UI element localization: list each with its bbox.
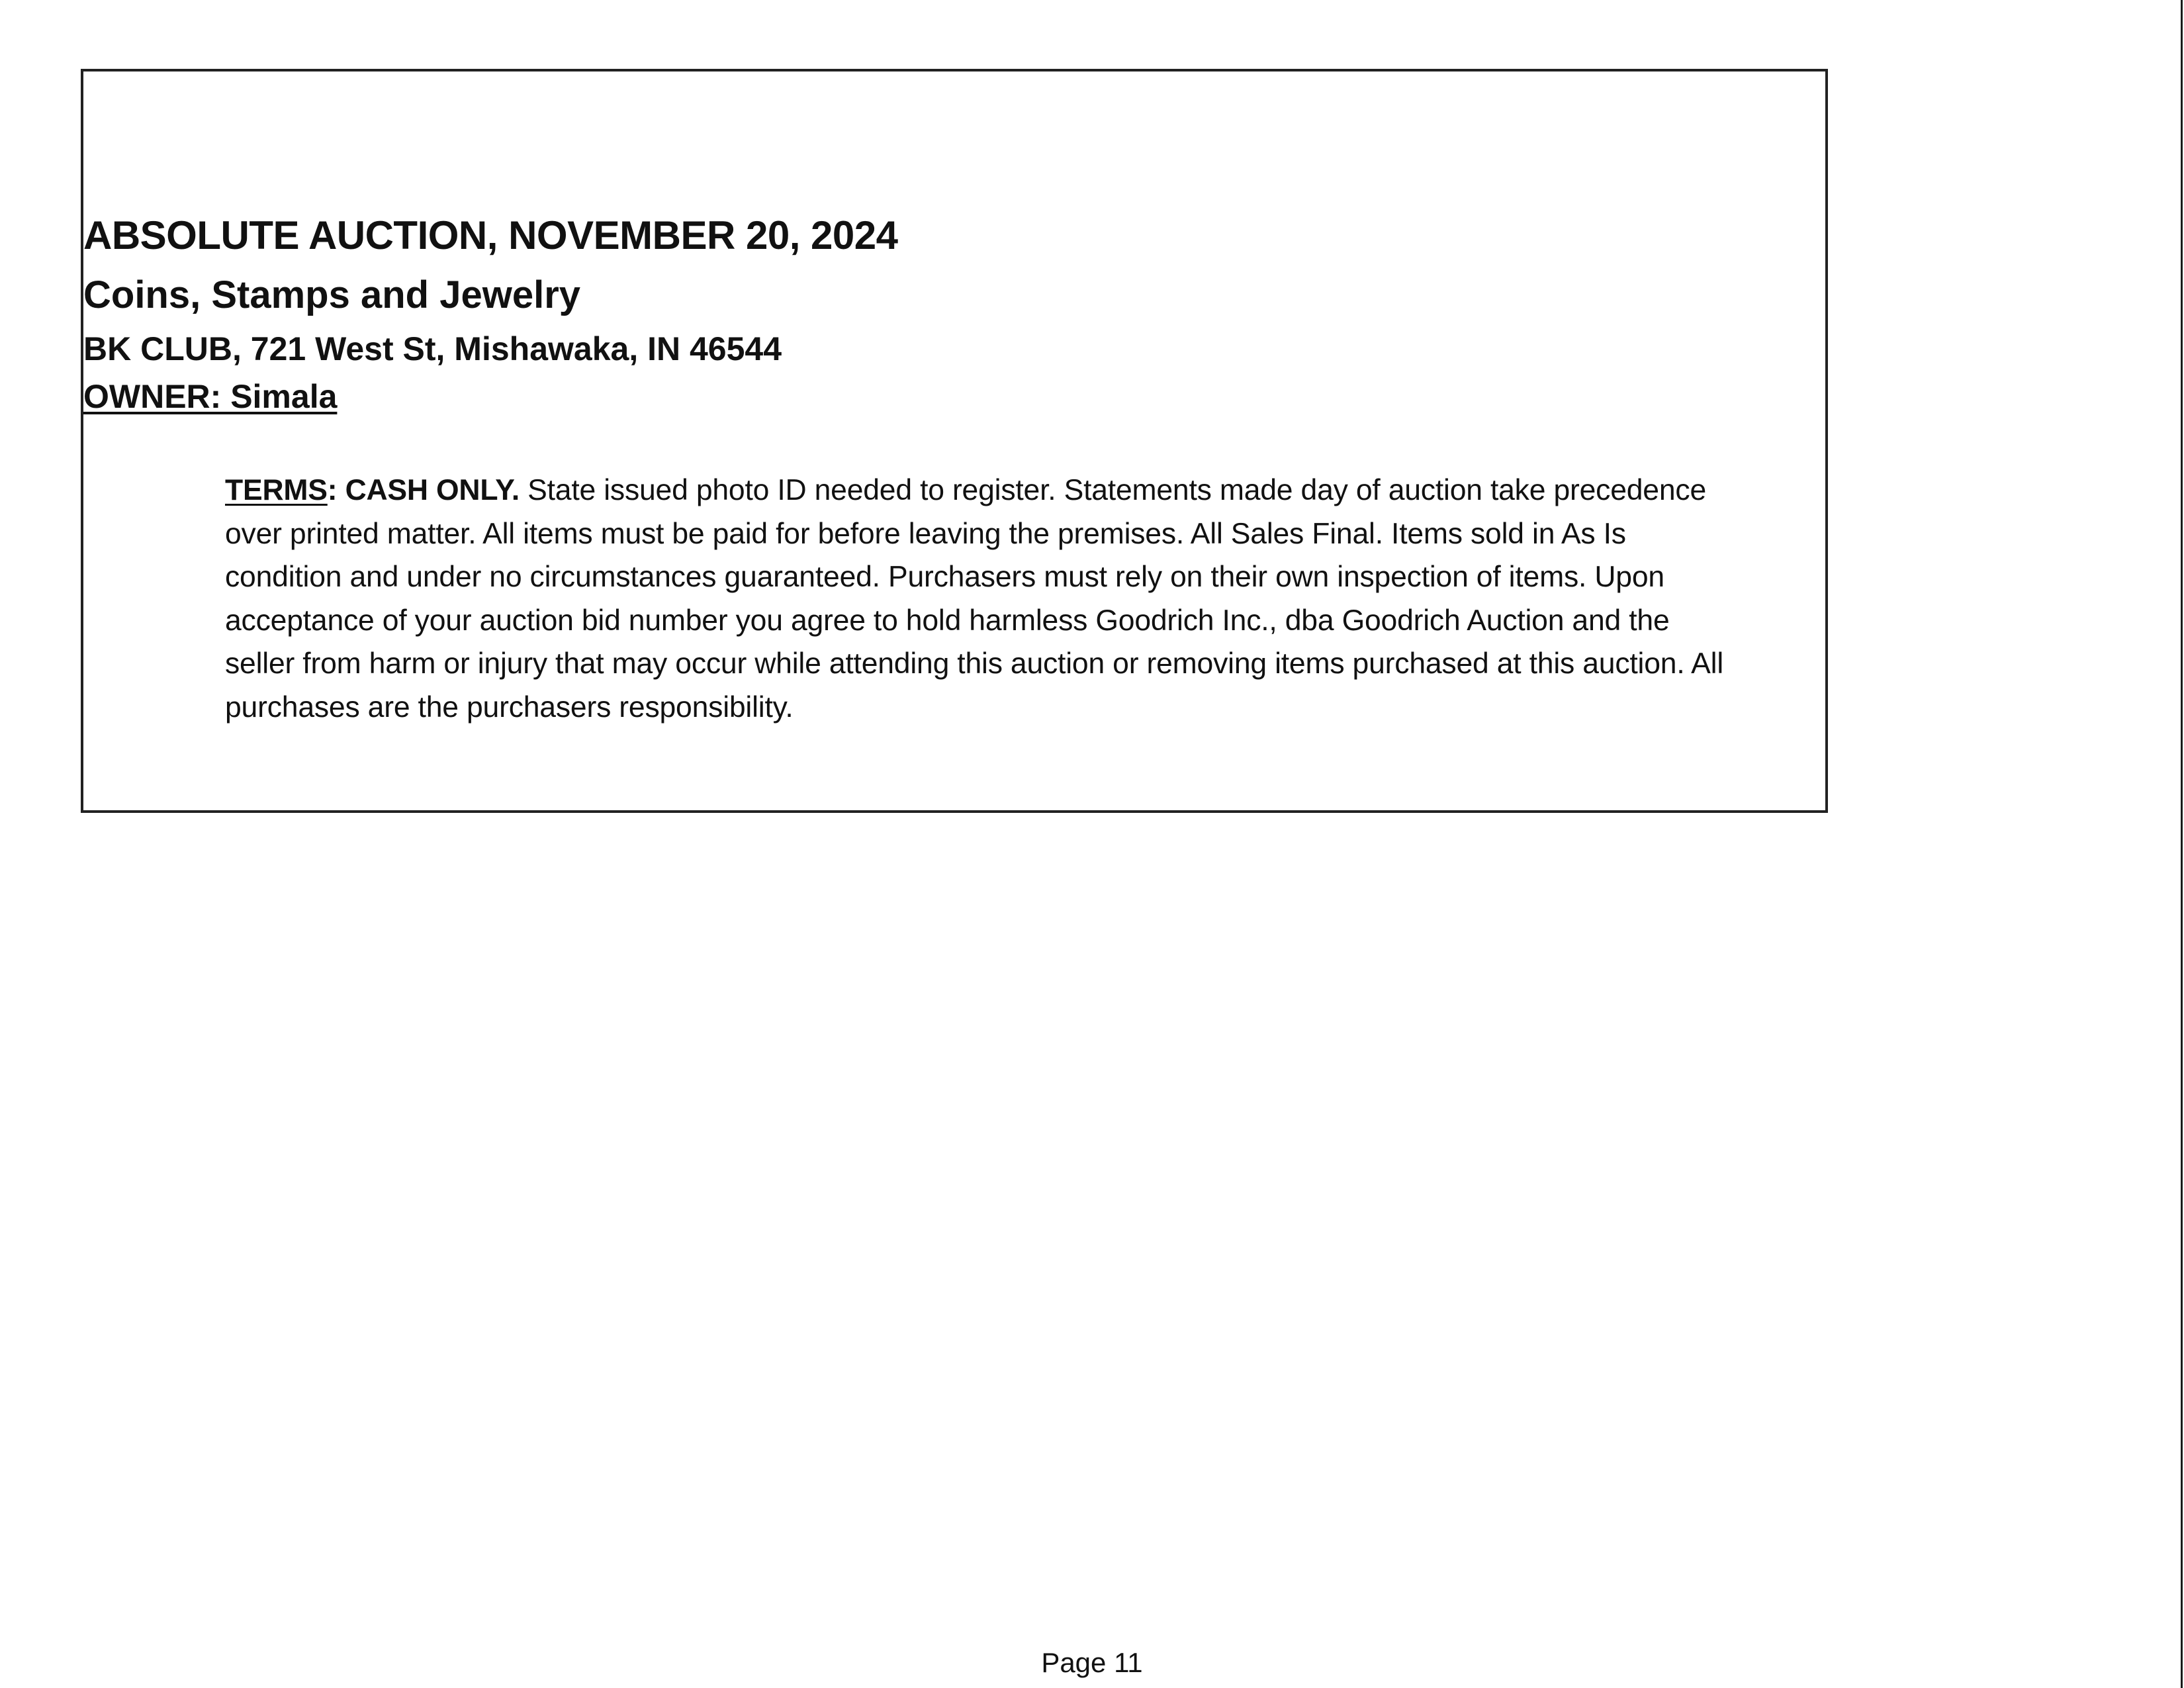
terms-colon: : (327, 474, 338, 506)
owner-label: OWNER: Simala (83, 378, 338, 415)
auction-title: ABSOLUTE AUCTION, NOVEMBER 20, 2024 (83, 213, 898, 258)
auction-subtitle: Coins, Stamps and Jewelry (83, 273, 581, 316)
terms-paragraph (225, 469, 1734, 729)
auction-venue: BK CLUB, 721 West St, Mishawaka, IN 46544 (83, 330, 782, 367)
auction-notice-box (81, 69, 1828, 813)
page-number: Page 11 (1041, 1647, 1143, 1678)
page-edge-line (2181, 0, 2183, 1688)
terms-cash-only: CASH ONLY. (345, 474, 520, 506)
terms-body: State issued photo ID needed to register. Statements made day of auction take precedence over printed matter. All items must be paid for before leaving the premises. All Sales Final. Items sold in As Is condition and under no circumstances guaranteed. Purchasers must rely on their own inspection of items. Upon acceptance of your auction bid number you agree to hold harmless Goodrich Inc., dba Goodrich Auction and the seller from harm or injury that may occur while attending this auction or removing items purchased at this auction. All purchases are the purchasers responsibility. (225, 474, 1724, 724)
terms-label: TERMS (225, 474, 328, 506)
auction-owner (83, 373, 1825, 420)
